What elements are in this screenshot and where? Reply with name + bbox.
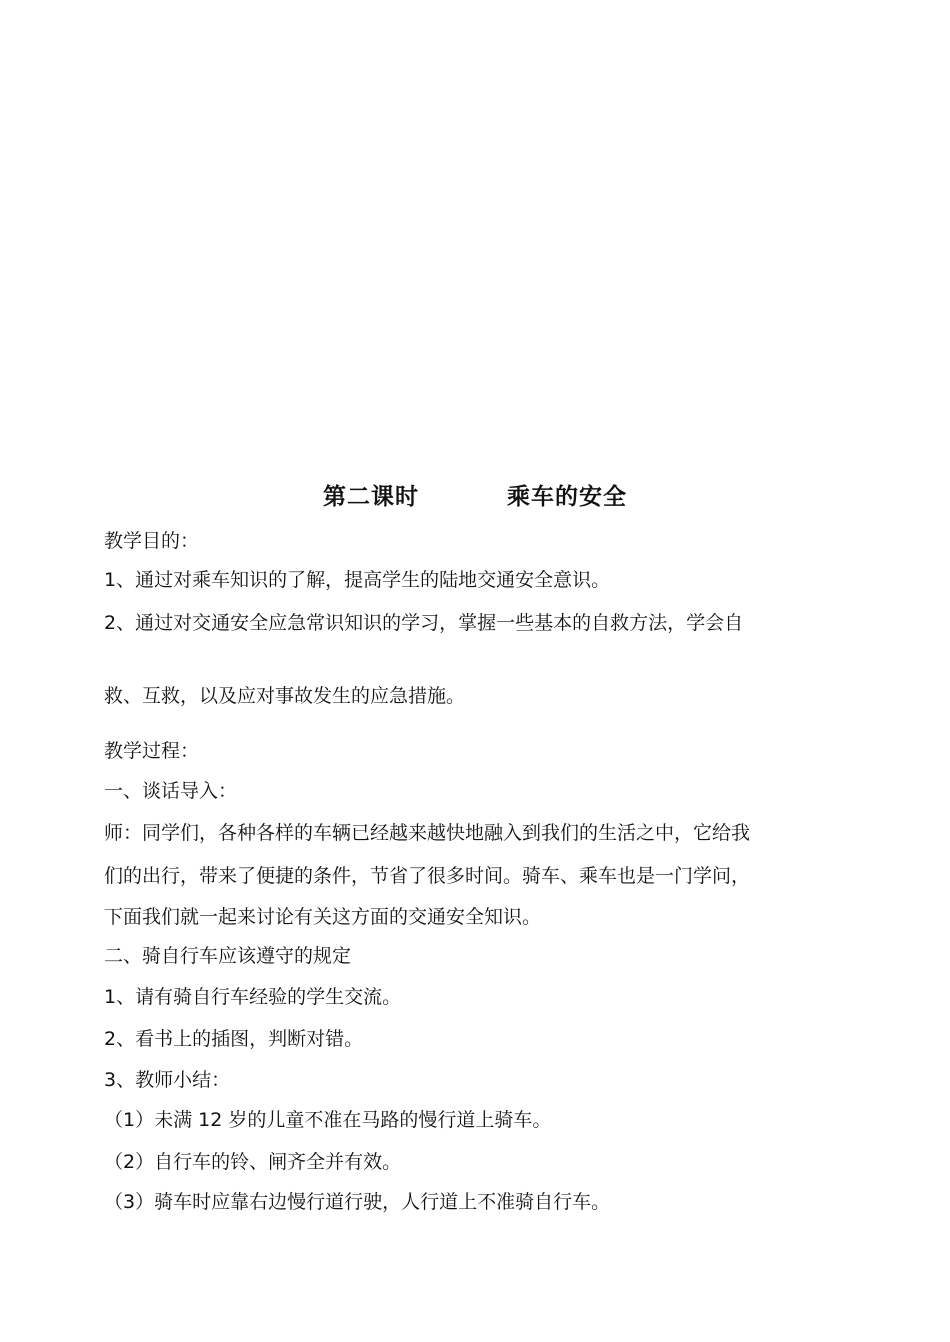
list-item: 2、看书上的插图，判断对错。 xyxy=(104,1028,364,1050)
list-item: 1、请有骑自行车经验的学生交流。 xyxy=(104,986,402,1008)
goal-item-2: 2、通过对交通安全应急常识知识的学习，掌握一些基本的自救方法，学会自 xyxy=(104,612,744,634)
paragraph-line: 们的出行，带来了便捷的条件，节省了很多时间。骑车、乘车也是一门学问， xyxy=(104,865,751,887)
goal-item-1: 1、通过对乘车知识的了解，提高学生的陆地交通安全意识。 xyxy=(104,569,611,591)
subsection-heading-bicycle: 二、骑自行车应该遵守的规定 xyxy=(104,945,352,967)
page-title xyxy=(0,478,950,511)
list-item: 3、教师小结： xyxy=(104,1069,231,1091)
title-topic: 乘车的安全 xyxy=(507,484,627,510)
section-heading-process: 教学过程： xyxy=(104,740,200,762)
title-lesson: 第二课时 xyxy=(323,484,419,510)
summary-item: （3）骑车时应靠右边慢行道行驶，人行道上不准骑自行车。 xyxy=(104,1191,611,1213)
paragraph-line: 师：同学们，各种各样的车辆已经越来越快地融入到我们的生活之中，它给我 xyxy=(104,822,751,844)
summary-item: （1）未满 12 岁的儿童不准在马路的慢行道上骑车。 xyxy=(104,1109,552,1131)
goal-item-2-continued: 救、互救，以及应对事故发生的应急措施。 xyxy=(104,685,466,707)
subsection-heading-intro: 一、谈话导入： xyxy=(104,780,238,802)
summary-item: （2）自行车的铃、闸齐全并有效。 xyxy=(104,1151,402,1173)
paragraph-line: 下面我们就一起来讨论有关这方面的交通安全知识。 xyxy=(104,906,542,928)
section-heading-goals: 教学目的： xyxy=(104,530,200,552)
